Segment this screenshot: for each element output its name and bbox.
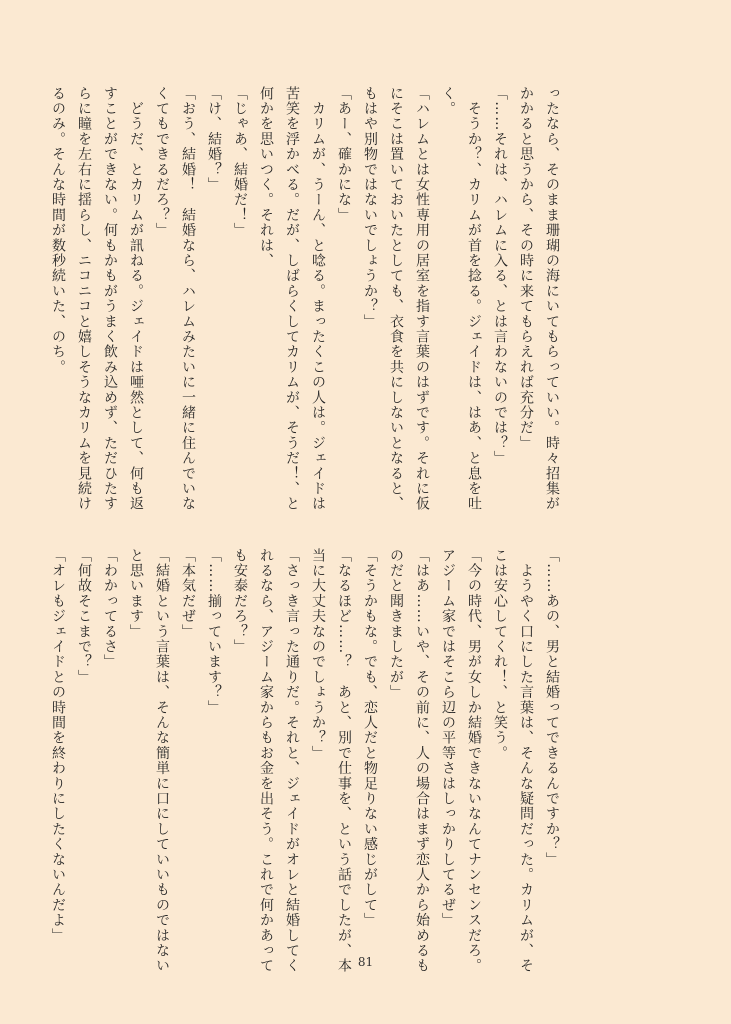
text-line: ったなら、そのまま珊瑚の海にいてもらっていい。時々招集が (544, 86, 560, 512)
text-line: 何かを思いつく。それは、 (258, 86, 274, 269)
text-line: 「今の時代、男が女しか結婚できないなんてナンセンスだろ。 (466, 548, 482, 974)
text-line: 「結婚という言葉は、そんな簡単に口にしていいものではない (154, 548, 170, 974)
text-line: 当に大丈夫なのでしょうか？」 (310, 548, 326, 761)
text-line: も安泰だろ？」 (232, 548, 248, 655)
text-line: 「何故そこまで？」 (76, 548, 92, 685)
text-line: 「おう、結婚！ 結婚なら、ハレムみたいに一緒に住んでいな (180, 86, 196, 512)
text-line: 「そうかもな。でも、恋人だと物足りない感じがして」 (362, 548, 378, 928)
text-line: こは安心してくれ！、と笑う。 (492, 548, 508, 761)
text-line: ようやく口にした言葉は、そんな疑問だった。カリムが、そ (518, 548, 534, 974)
text-line: と思います」 (128, 548, 144, 640)
text-line: るのみ。そんな時間が数秒続いた、のち。 (50, 86, 66, 375)
text-line: れるなら、アジーム家からもお金を出そう。これで何かあって (258, 548, 274, 974)
text-line: 「じゃあ、結婚だ！」 (232, 86, 248, 238)
text-line: のだと聞きましたが」 (388, 548, 404, 700)
text-line: くてもできるだろ？」 (154, 86, 170, 238)
text-line: く。 (440, 86, 456, 117)
text-line: 苦笑を浮かべる。だが、しばらくしてカリムが、そうだ！、と (284, 86, 300, 512)
text-line: 「本気だぜ」 (180, 548, 196, 640)
text-line: カリムが、うーん、と唸る。まったくこの人は。ジェイドは (310, 86, 326, 512)
text-line: 「あー、確かにな」 (336, 86, 352, 223)
text-line: にそこは置いておいたとしても、衣食を共にしないとなると、 (388, 86, 404, 512)
text-line: らに瞳を左右に揺らし、ニコニコと嬉しそうなカリムを見続け (76, 86, 92, 512)
text-line: 「け、結婚？」 (206, 86, 222, 193)
text-line: 「さっき言った通りだ。それと、ジェイドがオレと結婚してく (284, 548, 300, 974)
text-line: どうだ、とカリムが訊ねる。ジェイドは唖然として、何も返 (128, 86, 144, 512)
text-line: アジーム家ではそこら辺の平等さはしっかりしてるぜ」 (440, 548, 456, 928)
text-line: 「はあ……いや、その前に、人の場合はまず恋人から始めるも (414, 548, 430, 974)
text-line: 「なるほど……？ あと、別で仕事を、という話でしたが、本 (336, 548, 352, 974)
text-line: かかると思うから、その時に来てもらえれば充分だ」 (518, 86, 534, 451)
text-line: 「……それは、ハレムに入る、とは言わないのでは？」 (492, 86, 508, 466)
text-line: すことができない。何もかもがうまく飲み込めず、ただひたす (102, 86, 118, 512)
text-line: 「ハレムとは女性専用の居室を指す言葉のはずです。それに仮 (414, 86, 430, 512)
text-block-top (50, 86, 565, 526)
text-line: そうか？、カリムが首を捻る。ジェイドは、はあ、と息を吐 (466, 86, 482, 512)
text-line: 「オレもジェイドとの時間を終わりにしたくないんだよ」 (50, 548, 66, 944)
text-line: もはや別物ではないでしょうか？」 (362, 86, 378, 330)
text-line: 「……揃っています？」 (206, 548, 222, 716)
page-number: 81 (357, 955, 374, 969)
text-line: 「……あの、男と結婚ってできるんですか？」 (544, 548, 560, 868)
text-line: 「わかってるさ」 (102, 548, 118, 670)
